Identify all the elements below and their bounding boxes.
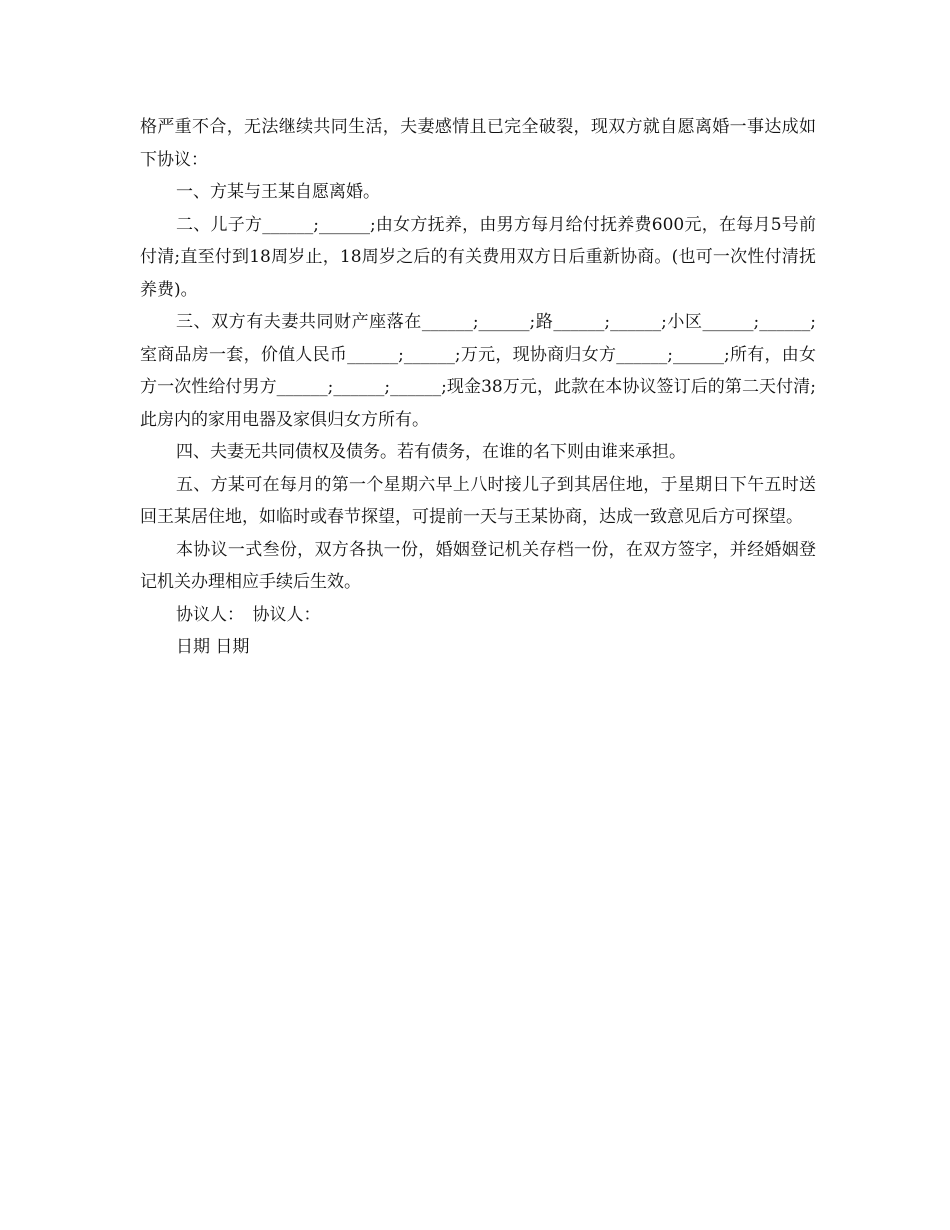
copies-clause: 本协议一式叁份，双方各执一份，婚姻登记机关存档一份，在双方签字，并经婚姻登记机关办理相应手续后生效。 [140, 539, 816, 592]
clause-two: 二、儿子方______;______;由女方抚养，由男方每月给付抚养费600元，在每月5号前付清;直至付到18周岁止，18周岁之后的有关费用双方日后重新协商。(也可一次性付清抚养费)。 [140, 214, 816, 300]
paragraph-continuation: 格严重不合，无法继续共同生活，夫妻感情且已完全破裂，现双方就自愿离婚一事达成如下协议： [140, 117, 816, 170]
clause-one: 一、方某与王某自愿离婚。 [176, 182, 380, 202]
signatories-line: 协议人： 协议人： [176, 604, 321, 625]
date-line: 日期 日期 [176, 637, 250, 657]
clause-four: 四、夫妻无共同债权及债务。若有债务，在谁的名下则由谁来承担。 [176, 442, 686, 462]
clause-three: 三、双方有夫妻共同财产座落在______;______;路______;______;小区______;______;室商品房一套，价值人民币______;______;万元，现协商归女方______;______;所有，由女方一次性给付男方______;______;______;现金38万元，此款在本协议签订后的第二天付清;此房内的家用电器及家俱归女方所有。 [140, 312, 816, 430]
clause-five: 五、方某可在每月的第一个星期六早上八时接儿子到其居住地，于星期日下午五时送回王某居住地，如临时或春节探望，可提前一天与王某协商，达成一致意见后方可探望。 [140, 474, 816, 527]
document-body [140, 111, 816, 664]
